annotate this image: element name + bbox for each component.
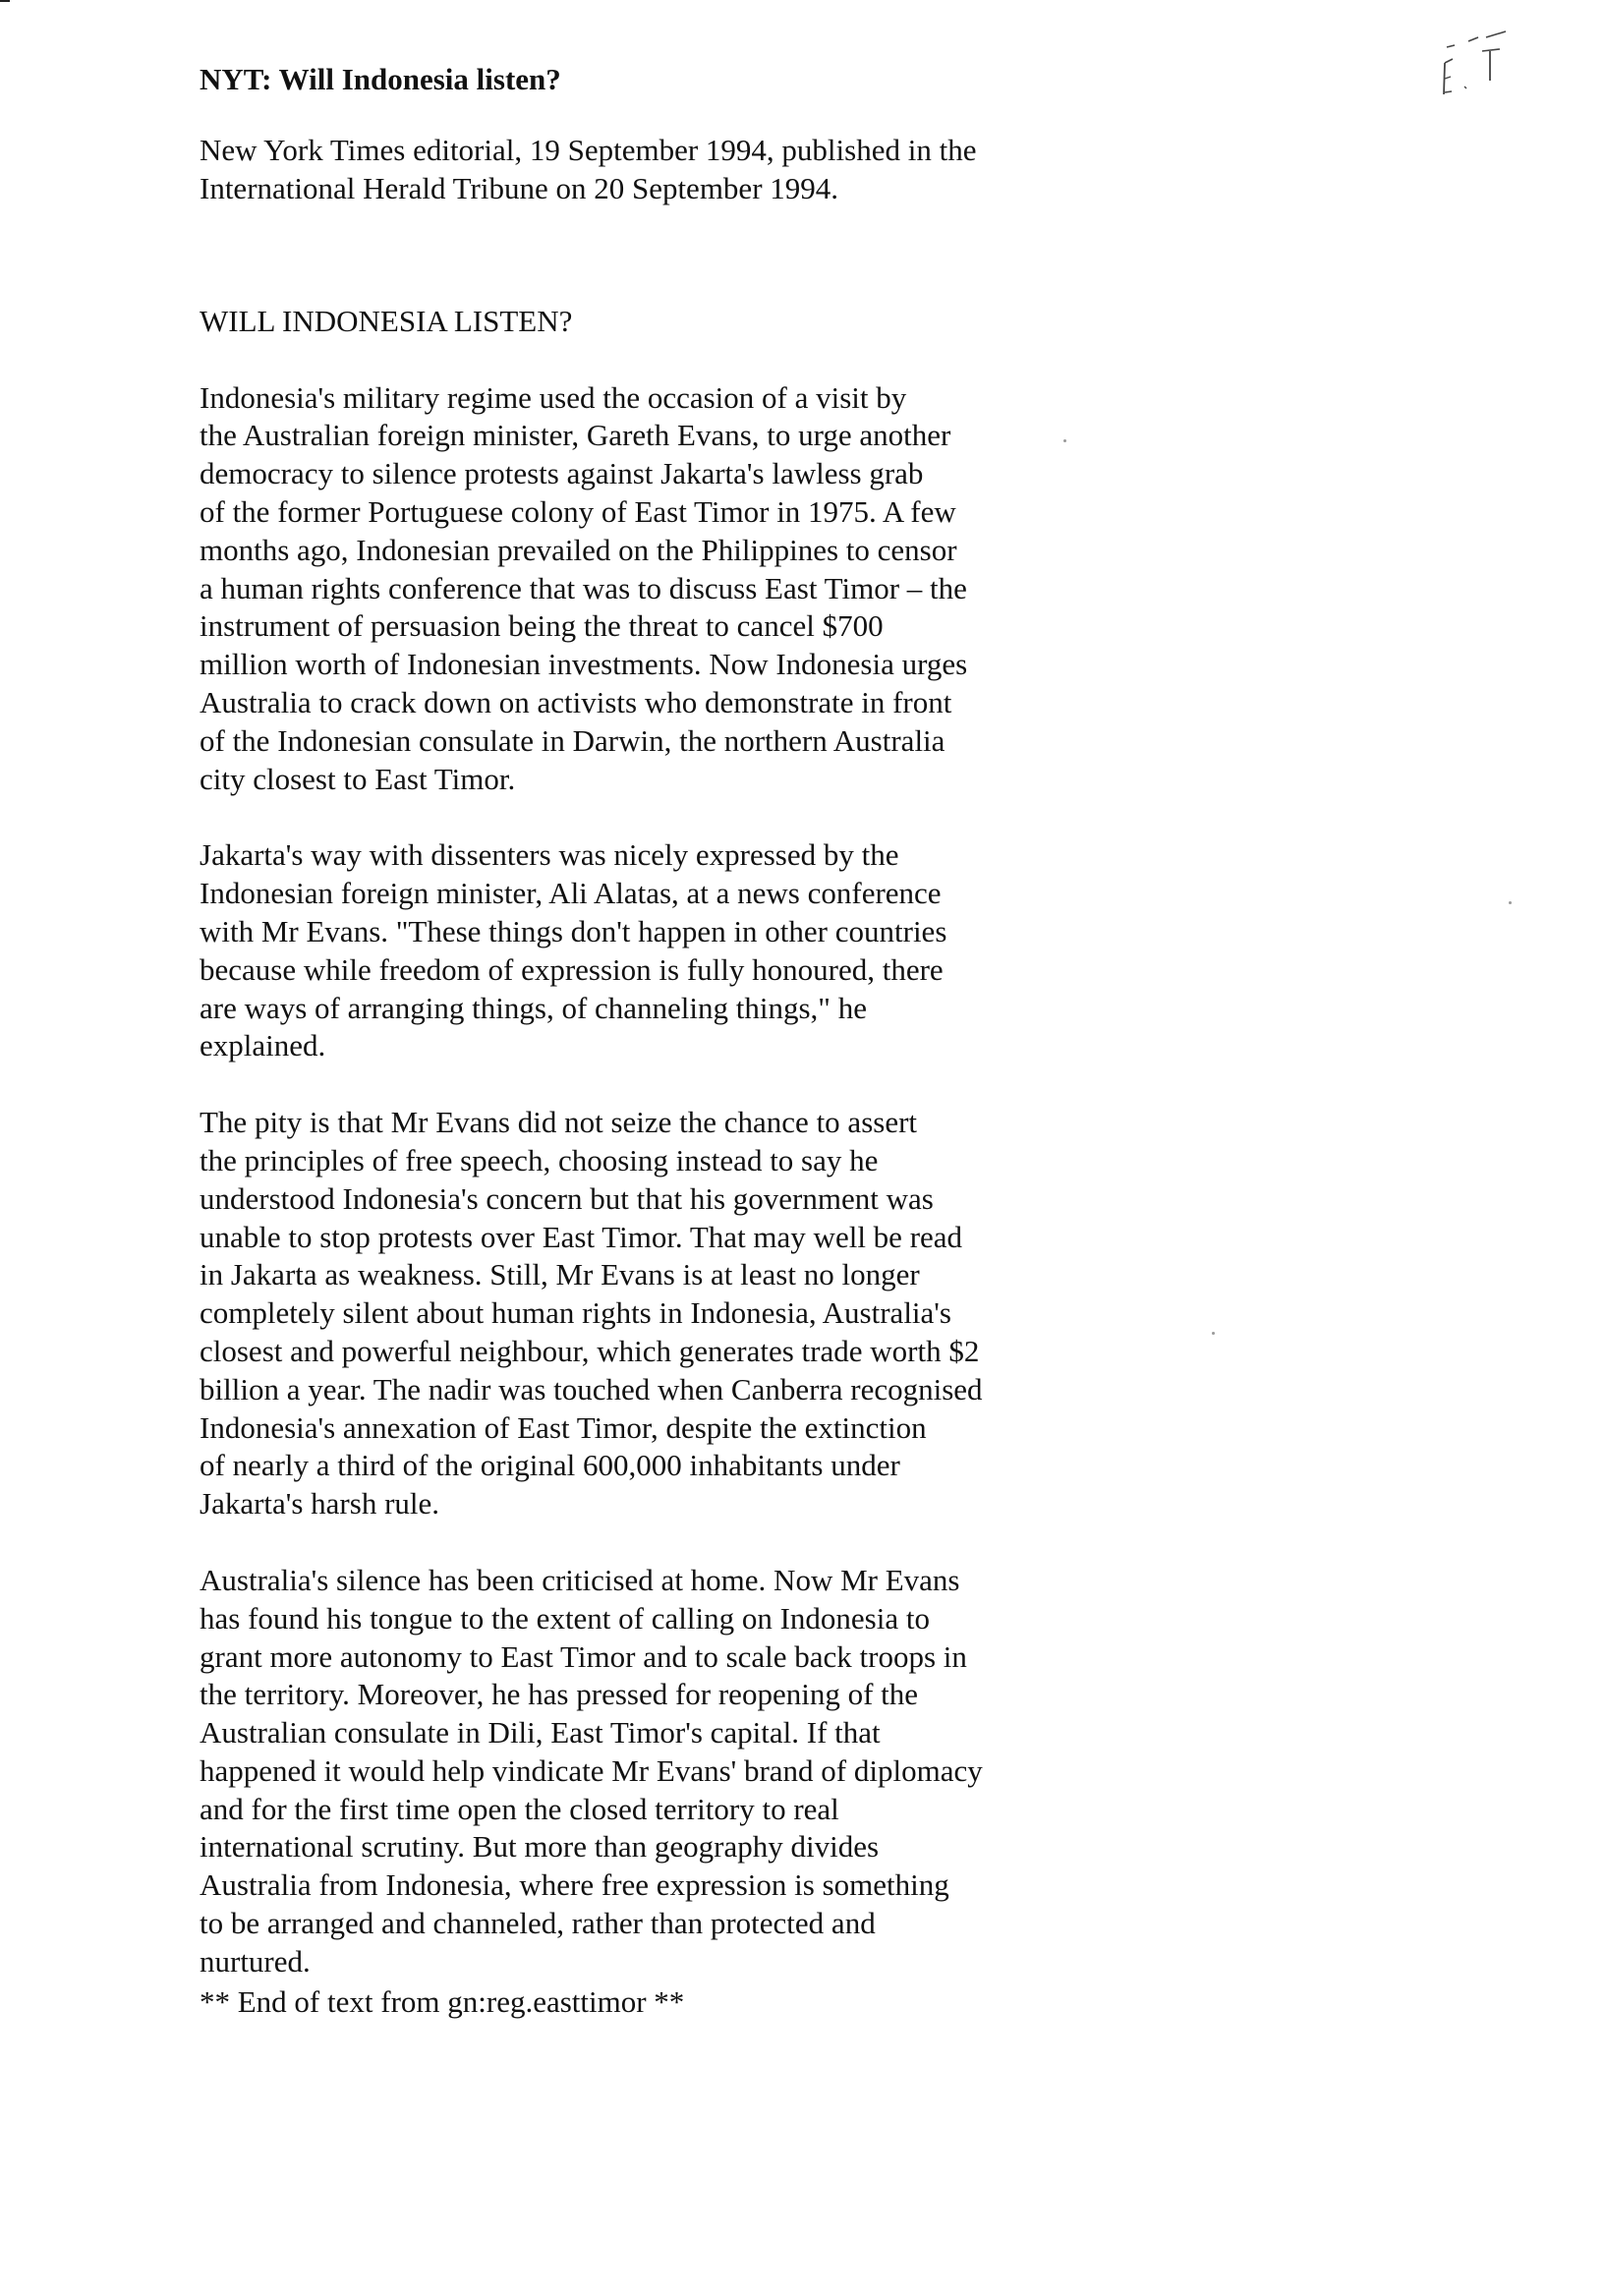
text-line: because while freedom of expression is fully honoured, there bbox=[200, 951, 944, 987]
text-line: completely silent about human rights in Indonesia, Australia's bbox=[200, 1295, 951, 1331]
source-line: New York Times editorial, 19 September 1994, published in the bbox=[200, 133, 977, 167]
document-title: NYT: Will Indonesia listen? bbox=[200, 62, 561, 96]
text-line: the principles of free speech, choosing instead to say he bbox=[200, 1142, 879, 1177]
document-body bbox=[200, 61, 1182, 2021]
text-line: grant more autonomy to East Timor and to scale back troops in bbox=[200, 1638, 967, 1674]
paragraph-2 bbox=[200, 836, 1182, 1065]
text-line: international scrutiny. But more than geography divides bbox=[200, 1829, 880, 1865]
text-line: to be arranged and channeled, rather than protected and bbox=[200, 1906, 876, 1941]
handwritten-annotation bbox=[1435, 29, 1523, 98]
end-note: ** End of text from gn:reg.easttimor ** bbox=[200, 1983, 685, 2019]
text-line: Jakarta's way with dissenters was nicely expressed by the bbox=[200, 837, 899, 873]
text-line: instrument of persuasion being the threat to cancel $700 bbox=[200, 608, 884, 644]
text-line: understood Indonesia's concern but that his government was bbox=[200, 1180, 934, 1216]
text-line: million worth of Indonesian investments. Now Indonesia urges bbox=[200, 647, 968, 682]
text-line: nurtured. bbox=[200, 1943, 311, 1979]
text-line: Australia's silence has been criticised at home. Now Mr Evans bbox=[200, 1562, 960, 1597]
text-line: of nearly a third of the original 600,000 inhabitants under bbox=[200, 1448, 900, 1483]
paragraph-3 bbox=[200, 1104, 1182, 1523]
text-line: has found his tongue to the extent of calling on Indonesia to bbox=[200, 1600, 930, 1636]
text-line: Australia from Indonesia, where free expression is something bbox=[200, 1867, 949, 1903]
text-line: of the Indonesian consulate in Darwin, the northern Australia bbox=[200, 722, 945, 758]
text-line: in Jakarta as weakness. Still, Mr Evans is at least no longer bbox=[200, 1257, 920, 1292]
text-line: are ways of arranging things, of channeling things," he bbox=[200, 990, 867, 1025]
text-line: Indonesia's annexation of East Timor, despite the extinction bbox=[200, 1409, 927, 1445]
source-note bbox=[200, 132, 1182, 208]
text-line: months ago, Indonesian prevailed on the Philippines to censor bbox=[200, 532, 957, 567]
text-line: and for the first time open the closed territory to real bbox=[200, 1791, 839, 1826]
scan-speck bbox=[1212, 1332, 1215, 1335]
text-line: the Australian foreign minister, Gareth Evans, to urge another bbox=[200, 418, 951, 453]
text-line: city closest to East Timor. bbox=[200, 761, 516, 796]
text-line: a human rights conference that was to discuss East Timor – the bbox=[200, 570, 967, 605]
article-heading: WILL INDONESIA LISTEN? bbox=[200, 303, 573, 338]
text-line: Jakarta's harsh rule. bbox=[200, 1486, 440, 1521]
text-line: with Mr Evans. "These things don't happen in other countries bbox=[200, 913, 947, 948]
text-line: Australia to crack down on activists who demonstrate in front bbox=[200, 684, 952, 719]
text-line: the territory. Moreover, he has pressed for reopening of the bbox=[200, 1677, 919, 1712]
text-line: democracy to silence protests against Jakarta's lawless grab bbox=[200, 456, 924, 491]
text-line: Indonesia's military regime used the occasion of a visit by bbox=[200, 379, 907, 415]
text-line: closest and powerful neighbour, which generates trade worth $2 bbox=[200, 1333, 980, 1368]
source-line: International Herald Tribune on 20 September 1994. bbox=[200, 170, 839, 205]
scan-speck bbox=[1509, 901, 1512, 904]
text-line: happened it would help vindicate Mr Evans' brand of diplomacy bbox=[200, 1752, 983, 1788]
paragraph-1 bbox=[200, 379, 1182, 799]
text-line: explained. bbox=[200, 1028, 326, 1063]
text-line: The pity is that Mr Evans did not seize the chance to assert bbox=[200, 1105, 918, 1140]
paragraph-4 bbox=[200, 1562, 1182, 1981]
text-line: of the former Portuguese colony of East Timor in 1975. A few bbox=[200, 493, 956, 529]
scan-corner-mark bbox=[0, 0, 10, 2]
text-line: unable to stop protests over East Timor. That may well be read bbox=[200, 1219, 963, 1254]
text-line: Indonesian foreign minister, Ali Alatas, at a news conference bbox=[200, 876, 942, 911]
text-line: Australian consulate in Dili, East Timor's capital. If that bbox=[200, 1715, 881, 1751]
text-line: billion a year. The nadir was touched when Canberra recognised bbox=[200, 1371, 983, 1406]
